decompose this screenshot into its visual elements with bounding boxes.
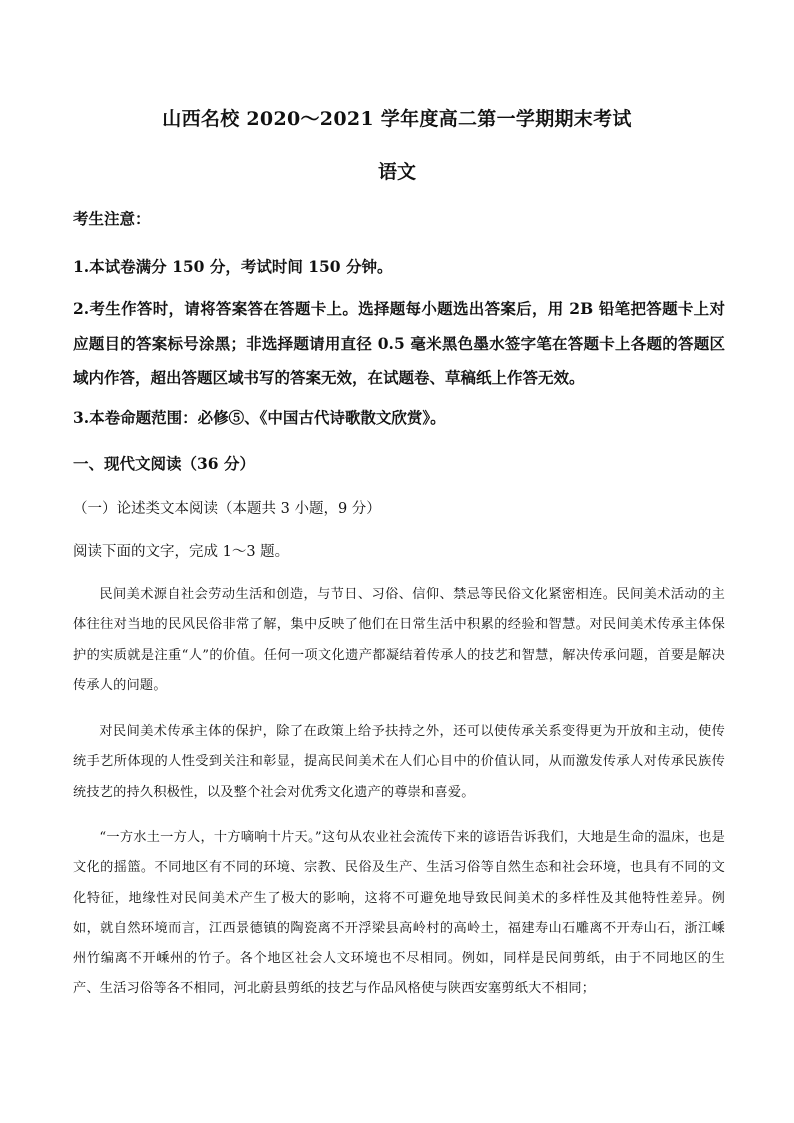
section-heading: 一、现代文阅读（36 分） xyxy=(73,454,255,473)
notice-item-3: 3.本卷命题范围：必修⑤、《中国古代诗歌散文欣赏》。 xyxy=(73,408,446,427)
notice-item-1: 1.本试卷满分 150 分，考试时间 150 分钟。 xyxy=(73,257,393,276)
subject-title: 语文 xyxy=(377,161,416,183)
reading-instruction: 阅读下面的文字，完成 1～3 题。 xyxy=(73,544,290,560)
part-heading: （一）论述类文本阅读（本题共 3 小题，9 分） xyxy=(73,501,381,517)
passage-paragraph-2: 对民间美术传承主体的保护，除了在政策上给予扶持之外，还可以使传承关系变得更为开放和主动，使传统手艺所体现的人性受到关注和彰显，提高民间美术在人们心目中的价值认同，从而激发传承人对传承民族传统技艺的持久积极性，以及整个社会对优秀文化遗产的尊崇和喜爱。 xyxy=(73,724,725,800)
notice-item-2: 2.考生作答时，请将答案答在答题卡上。选择题每小题选出答案后，用 2B 铅笔把答题卡上对应题目的答案标号涂黑；非选择题请用直径 0.5 毫米黑色墨水签字笔在答题卡上各题的答题区域内作答，超出答题区域书写的答案无效，在试题卷、草稿纸上作答无效。 xyxy=(73,299,725,387)
passage-paragraph-3: “一方水土一方人，十方嘀响十片天。”这句从农业社会流传下来的谚语告诉我们，大地是生命的温床，也是文化的摇篮。不同地区有不同的环境、宗教、民俗及生产、生活习俗等自然生态和社会环境，也具有不同的文化特征，地缘性对民间美术产生了极大的影响，这将不可避免地导致民间美术的多样性及其他特性差异。例如，就自然环境而言，江西景德镇的陶瓷离不开浮梁县高岭村的高岭土，福建寿山石雕离不开寿山石，浙江嵊州竹编离不开嵊州的竹子。各个地区社会人文环境也不尽相同。例如，同样是民间剪纸，由于不同地区的生产、生活习俗等各不相同，河北蔚县剪纸的技艺与作品风格使与陕西安塞剪纸大不相同； xyxy=(73,830,725,997)
notice-heading: 考生注意： xyxy=(73,209,151,228)
exam-title: 山西名校 2020～2021 学年度高二第一学期期末考试 xyxy=(162,108,632,130)
passage-paragraph-1: 民间美术源自社会劳动生活和创造，与节日、习俗、信仰、禁忌等民俗文化紧密相连。民间美术活动的主体往往对当地的民风民俗非常了解，集中反映了他们在日常生活中积累的经验和智慧。对民间美术传承主体保护的实质就是注重“人”的价值。任何一项文化遗产都凝结着传承人的技艺和智慧，解决传承问题，首要是解决传承人的问题。 xyxy=(73,587,725,693)
